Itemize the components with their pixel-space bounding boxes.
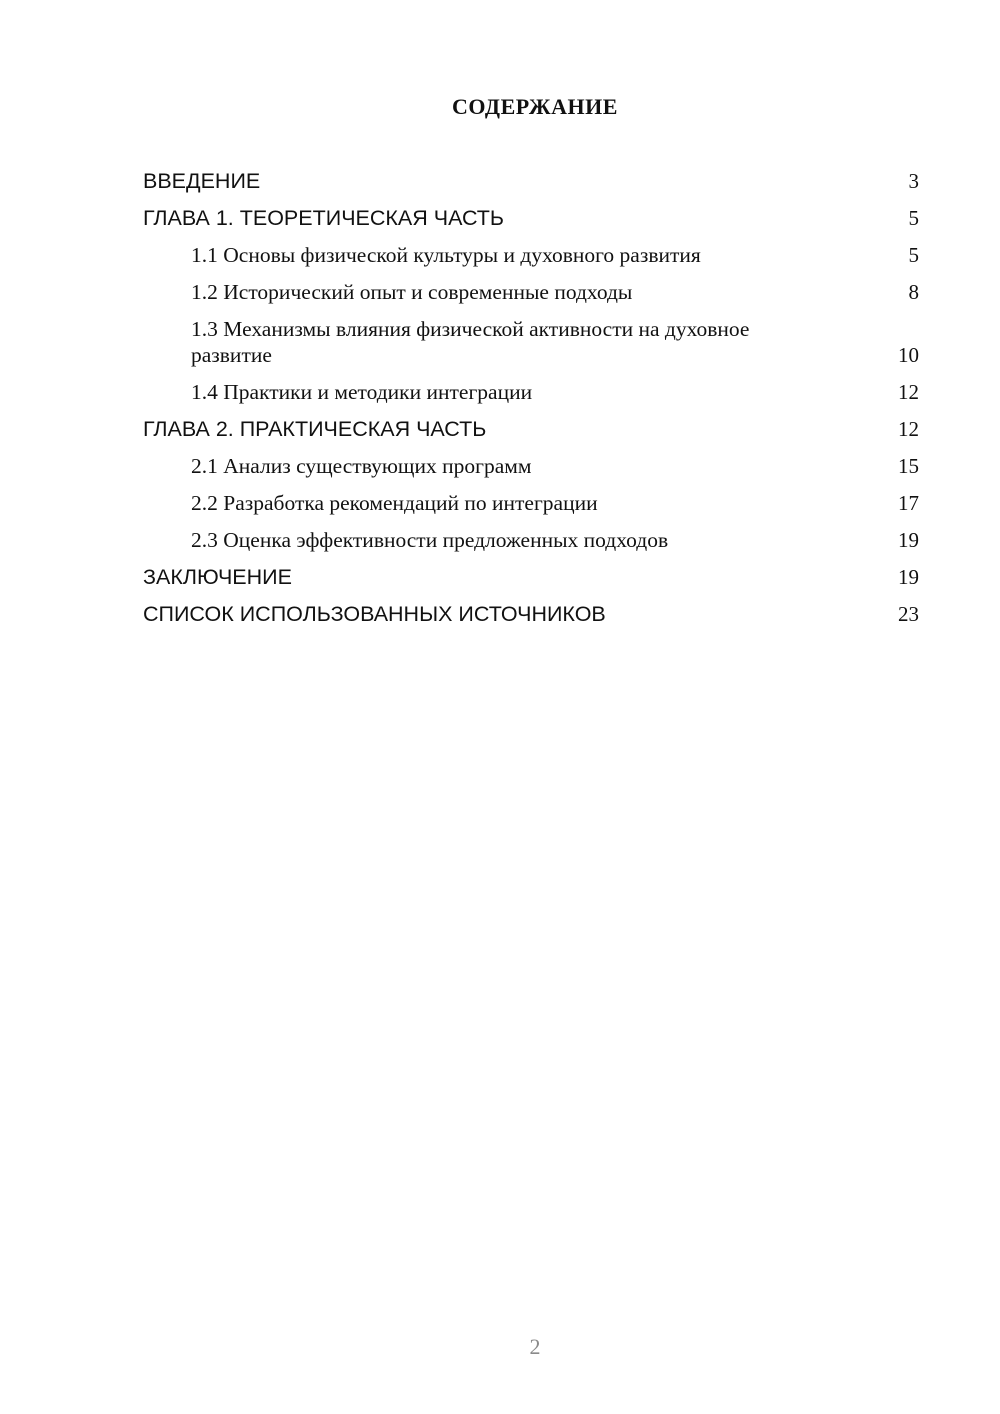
toc-entry-chapter-2[interactable] bbox=[143, 416, 919, 442]
toc-entry-section-2-2[interactable] bbox=[143, 490, 919, 516]
toc-entry-label: 1.3 Механизмы влияния физической активности на духовное развитие bbox=[191, 317, 750, 367]
toc-title: СОДЕРЖАНИЕ bbox=[452, 94, 618, 119]
toc-entry-section-1-2[interactable] bbox=[143, 279, 919, 305]
toc-entry-label: 2.2 Разработка рекомендаций по интеграции bbox=[191, 491, 598, 515]
toc-entry-conclusion[interactable] bbox=[143, 564, 919, 590]
toc-entry-label: 2.3 Оценка эффективности предложенных подходов bbox=[191, 528, 669, 552]
toc-entry-section-2-3[interactable] bbox=[143, 527, 919, 553]
toc-entry-page: 5 bbox=[908, 206, 919, 230]
page-number: 2 bbox=[529, 1334, 541, 1359]
toc-entry-label: 1.1 Основы физической культуры и духовного развития bbox=[191, 243, 701, 267]
toc-entry-page: 19 bbox=[898, 528, 919, 552]
toc-entry-label: 1.4 Практики и методики интеграции bbox=[191, 380, 533, 404]
toc-entry-page: 10 bbox=[898, 343, 919, 367]
toc-entry-page: 23 bbox=[898, 602, 919, 626]
toc-entry-page: 8 bbox=[908, 280, 919, 304]
toc-entry-section-1-1[interactable] bbox=[143, 242, 919, 268]
toc-entry-references[interactable] bbox=[143, 601, 919, 627]
toc-entry-page: 12 bbox=[898, 417, 919, 441]
toc-entry-label: ВВЕДЕНИЕ bbox=[143, 169, 261, 193]
toc-entry-page: 19 bbox=[898, 565, 919, 589]
toc-entry-label: ГЛАВА 1. ТЕОРЕТИЧЕСКАЯ ЧАСТЬ bbox=[143, 206, 505, 230]
toc-entry-label: ЗАКЛЮЧЕНИЕ bbox=[143, 565, 292, 589]
toc-entry-label: 2.1 Анализ существующих программ bbox=[191, 454, 532, 478]
toc-entry-section-2-1[interactable] bbox=[143, 453, 919, 479]
toc-entry-introduction[interactable] bbox=[143, 168, 919, 194]
toc-entry-page: 12 bbox=[898, 380, 919, 404]
toc-entry-chapter-1[interactable] bbox=[143, 205, 919, 231]
toc-entry-page: 15 bbox=[898, 454, 919, 478]
table-of-contents bbox=[143, 168, 919, 638]
toc-entry-page: 5 bbox=[908, 243, 919, 267]
toc-entry-label: 1.2 Исторический опыт и современные подходы bbox=[191, 280, 633, 304]
toc-entry-label: СПИСОК ИСПОЛЬЗОВАННЫХ ИСТОЧНИКОВ bbox=[143, 602, 606, 626]
toc-entry-section-1-3[interactable] bbox=[143, 316, 919, 368]
toc-entry-page: 3 bbox=[908, 169, 919, 193]
toc-entry-section-1-4[interactable] bbox=[143, 379, 919, 405]
toc-entry-page: 17 bbox=[898, 491, 919, 515]
toc-entry-label: ГЛАВА 2. ПРАКТИЧЕСКАЯ ЧАСТЬ bbox=[143, 417, 487, 441]
